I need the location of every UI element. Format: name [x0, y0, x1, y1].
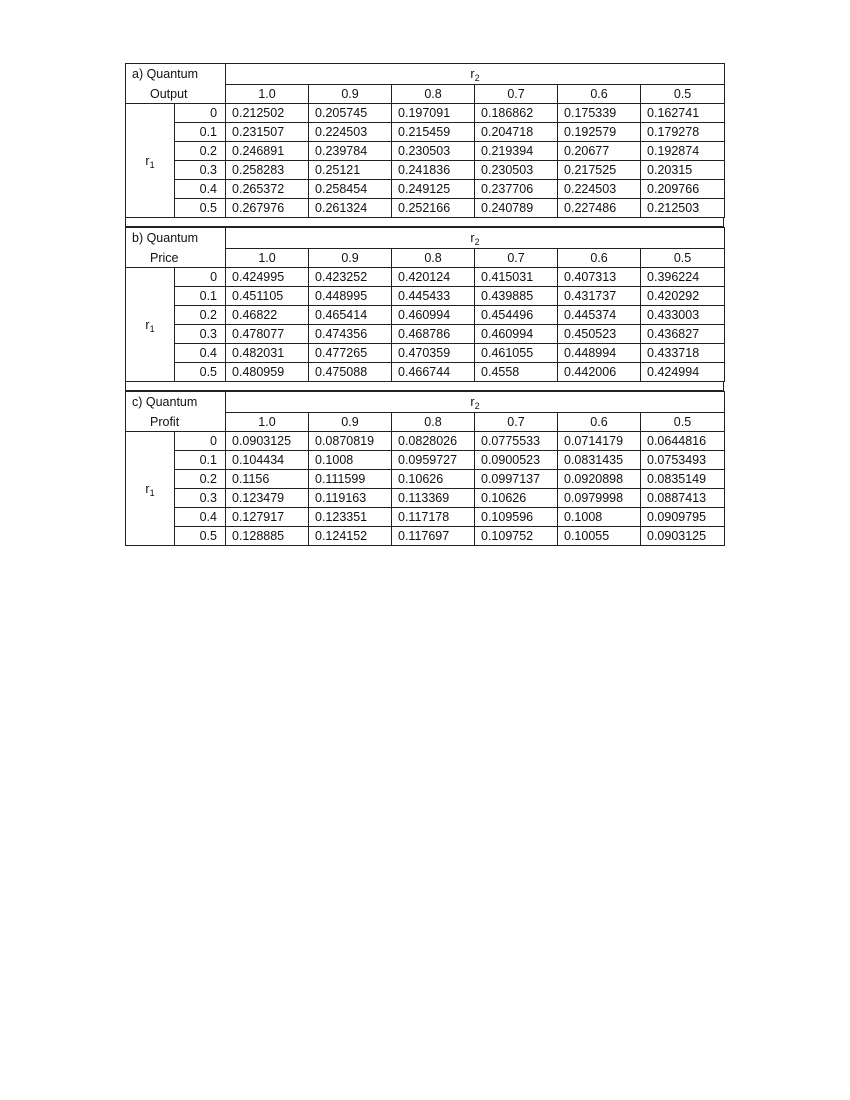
table-cell: 0.1156 [226, 470, 309, 489]
table-cell: 0.175339 [558, 104, 641, 123]
table-cell: 0.186862 [475, 104, 558, 123]
table-cell: 0.0870819 [309, 432, 392, 451]
column-header: 0.9 [309, 413, 392, 432]
table-title: c) Quantum [126, 392, 226, 413]
table-separator [125, 382, 724, 391]
table-row [126, 432, 725, 451]
r1-value: 0.4 [175, 344, 226, 363]
r1-axis-label [126, 432, 175, 546]
table-cell: 0.454496 [475, 306, 558, 325]
table-cell: 0.1008 [309, 451, 392, 470]
column-header: 0.9 [309, 85, 392, 104]
r1-value: 0.3 [175, 161, 226, 180]
table-subtitle: Profit [126, 413, 226, 432]
table-cell: 0.265372 [226, 180, 309, 199]
table-row [126, 142, 725, 161]
table-cell: 0.219394 [475, 142, 558, 161]
column-header: 0.8 [392, 249, 475, 268]
table-cell: 0.215459 [392, 123, 475, 142]
table-cell: 0.258283 [226, 161, 309, 180]
table-cell: 0.20677 [558, 142, 641, 161]
r2-symbol: r [470, 231, 475, 245]
r2-symbol: r [470, 67, 475, 81]
table-cell: 0.0831435 [558, 451, 641, 470]
table-cell: 0.246891 [226, 142, 309, 161]
table-cell: 0.25121 [309, 161, 392, 180]
r1-symbol: r [145, 317, 150, 332]
table-cell: 0.0775533 [475, 432, 558, 451]
column-header-row [126, 85, 725, 104]
table-row [126, 470, 725, 489]
table-row [126, 180, 725, 199]
r1-value: 0.5 [175, 199, 226, 218]
table-cell: 0.0644816 [641, 432, 725, 451]
table-cell: 0.0828026 [392, 432, 475, 451]
r2-axis-label [226, 64, 725, 85]
table-separator [125, 218, 724, 227]
table-cell: 0.480959 [226, 363, 309, 382]
table-cell: 0.450523 [558, 325, 641, 344]
table-cell: 0.468786 [392, 325, 475, 344]
table-cell: 0.127917 [226, 508, 309, 527]
column-header: 0.5 [641, 85, 725, 104]
table-cell: 0.10055 [558, 527, 641, 546]
table-cell: 0.0714179 [558, 432, 641, 451]
column-header: 0.8 [392, 85, 475, 104]
table-cell: 0.424995 [226, 268, 309, 287]
table-row [126, 325, 725, 344]
column-header: 0.6 [558, 85, 641, 104]
r1-subscript: 1 [149, 487, 155, 498]
r1-value: 0.3 [175, 489, 226, 508]
r1-value: 0.5 [175, 363, 226, 382]
column-header: 0.8 [392, 413, 475, 432]
table-cell: 0.117178 [392, 508, 475, 527]
r1-value: 0.4 [175, 180, 226, 199]
table-cell: 0.204718 [475, 123, 558, 142]
table-cell: 0.0979998 [558, 489, 641, 508]
table-cell: 0.119163 [309, 489, 392, 508]
r1-value: 0.2 [175, 142, 226, 161]
table-row [126, 508, 725, 527]
table-cell: 0.433718 [641, 344, 725, 363]
r1-value: 0.3 [175, 325, 226, 344]
r1-value: 0.5 [175, 527, 226, 546]
table-cell: 0.128885 [226, 527, 309, 546]
r1-value: 0 [175, 268, 226, 287]
table-cell: 0.123351 [309, 508, 392, 527]
r1-value: 0.1 [175, 287, 226, 306]
table-cell: 0.448994 [558, 344, 641, 363]
table-cell: 0.470359 [392, 344, 475, 363]
table-row [126, 363, 725, 382]
table-cell: 0.407313 [558, 268, 641, 287]
column-header: 0.7 [475, 249, 558, 268]
header-row [126, 392, 725, 413]
table-cell: 0.482031 [226, 344, 309, 363]
table-cell: 0.433003 [641, 306, 725, 325]
r1-value: 0.4 [175, 508, 226, 527]
table-cell: 0.224503 [558, 180, 641, 199]
table-cell: 0.124152 [309, 527, 392, 546]
results-tables [125, 63, 724, 546]
r2-subscript: 2 [474, 73, 480, 83]
table-cell: 0.231507 [226, 123, 309, 142]
column-header: 0.9 [309, 249, 392, 268]
table-cell: 0.20315 [641, 161, 725, 180]
table-cell: 0.451105 [226, 287, 309, 306]
table-cell: 0.445374 [558, 306, 641, 325]
table-cell: 0.109752 [475, 527, 558, 546]
quantum-table [125, 391, 725, 546]
table-cell: 0.460994 [392, 306, 475, 325]
table-cell: 0.249125 [392, 180, 475, 199]
table-cell: 0.475088 [309, 363, 392, 382]
table-cell: 0.465414 [309, 306, 392, 325]
table-cell: 0.0920898 [558, 470, 641, 489]
table-cell: 0.4558 [475, 363, 558, 382]
table-cell: 0.0900523 [475, 451, 558, 470]
table-cell: 0.478077 [226, 325, 309, 344]
table-cell: 0.442006 [558, 363, 641, 382]
table-cell: 0.436827 [641, 325, 725, 344]
r1-symbol: r [145, 153, 150, 168]
table-cell: 0.230503 [475, 161, 558, 180]
header-row [126, 64, 725, 85]
column-header: 0.7 [475, 413, 558, 432]
r2-axis-label [226, 392, 725, 413]
table-row [126, 451, 725, 470]
table-cell: 0.227486 [558, 199, 641, 218]
table-cell: 0.420292 [641, 287, 725, 306]
table-cell: 0.109596 [475, 508, 558, 527]
table-title: a) Quantum [126, 64, 226, 85]
r1-subscript: 1 [149, 159, 155, 170]
column-header: 0.6 [558, 413, 641, 432]
table-cell: 0.162741 [641, 104, 725, 123]
table-cell: 0.0903125 [641, 527, 725, 546]
table-cell: 0.192874 [641, 142, 725, 161]
table-cell: 0.0887413 [641, 489, 725, 508]
r1-axis-label [126, 104, 175, 218]
r2-symbol: r [470, 395, 475, 409]
quantum-table [125, 227, 725, 382]
table-cell: 0.0835149 [641, 470, 725, 489]
table-cell: 0.0753493 [641, 451, 725, 470]
table-row [126, 527, 725, 546]
table-cell: 0.423252 [309, 268, 392, 287]
table-cell: 0.445433 [392, 287, 475, 306]
table-cell: 0.192579 [558, 123, 641, 142]
table-subtitle: Price [126, 249, 226, 268]
table-cell: 0.252166 [392, 199, 475, 218]
table-cell: 0.230503 [392, 142, 475, 161]
table-cell: 0.237706 [475, 180, 558, 199]
column-header: 0.6 [558, 249, 641, 268]
r1-subscript: 1 [149, 323, 155, 334]
table-row [126, 344, 725, 363]
table-row [126, 161, 725, 180]
table-row [126, 123, 725, 142]
table-cell: 0.240789 [475, 199, 558, 218]
table-cell: 0.212502 [226, 104, 309, 123]
table-cell: 0.258454 [309, 180, 392, 199]
table-row [126, 199, 725, 218]
table-cell: 0.224503 [309, 123, 392, 142]
r2-subscript: 2 [474, 401, 480, 411]
column-header: 0.5 [641, 413, 725, 432]
column-header: 1.0 [226, 249, 309, 268]
table-cell: 0.123479 [226, 489, 309, 508]
table-cell: 0.0909795 [641, 508, 725, 527]
table-cell: 0.424994 [641, 363, 725, 382]
table-row [126, 104, 725, 123]
table-cell: 0.460994 [475, 325, 558, 344]
header-row [126, 228, 725, 249]
r1-value: 0 [175, 432, 226, 451]
table-cell: 0.197091 [392, 104, 475, 123]
table-cell: 0.474356 [309, 325, 392, 344]
table-cell: 0.217525 [558, 161, 641, 180]
table-title: b) Quantum [126, 228, 226, 249]
table-cell: 0.0997137 [475, 470, 558, 489]
table-cell: 0.261324 [309, 199, 392, 218]
table-cell: 0.111599 [309, 470, 392, 489]
table-cell: 0.1008 [558, 508, 641, 527]
table-cell: 0.205745 [309, 104, 392, 123]
table-cell: 0.267976 [226, 199, 309, 218]
table-cell: 0.448995 [309, 287, 392, 306]
table-cell: 0.461055 [475, 344, 558, 363]
table-cell: 0.239784 [309, 142, 392, 161]
table-cell: 0.179278 [641, 123, 725, 142]
column-header: 1.0 [226, 413, 309, 432]
table-cell: 0.396224 [641, 268, 725, 287]
table-cell: 0.431737 [558, 287, 641, 306]
r1-axis-label [126, 268, 175, 382]
table-cell: 0.117697 [392, 527, 475, 546]
table-cell: 0.466744 [392, 363, 475, 382]
table-cell: 0.477265 [309, 344, 392, 363]
table-cell: 0.212503 [641, 199, 725, 218]
table-cell: 0.439885 [475, 287, 558, 306]
r1-value: 0.1 [175, 451, 226, 470]
table-cell: 0.113369 [392, 489, 475, 508]
r1-value: 0.2 [175, 306, 226, 325]
table-cell: 0.241836 [392, 161, 475, 180]
r1-value: 0.1 [175, 123, 226, 142]
table-cell: 0.420124 [392, 268, 475, 287]
column-header: 0.7 [475, 85, 558, 104]
table-subtitle: Output [126, 85, 226, 104]
quantum-table [125, 63, 725, 218]
table-row [126, 287, 725, 306]
r2-subscript: 2 [474, 237, 480, 247]
r1-value: 0 [175, 104, 226, 123]
r1-symbol: r [145, 481, 150, 496]
r2-axis-label [226, 228, 725, 249]
table-cell: 0.415031 [475, 268, 558, 287]
column-header: 0.5 [641, 249, 725, 268]
table-cell: 0.0959727 [392, 451, 475, 470]
column-header-row [126, 249, 725, 268]
table-cell: 0.0903125 [226, 432, 309, 451]
table-row [126, 306, 725, 325]
r1-value: 0.2 [175, 470, 226, 489]
table-row [126, 489, 725, 508]
table-cell: 0.46822 [226, 306, 309, 325]
table-cell: 0.10626 [475, 489, 558, 508]
table-cell: 0.10626 [392, 470, 475, 489]
column-header-row [126, 413, 725, 432]
table-row [126, 268, 725, 287]
column-header: 1.0 [226, 85, 309, 104]
table-cell: 0.209766 [641, 180, 725, 199]
table-cell: 0.104434 [226, 451, 309, 470]
